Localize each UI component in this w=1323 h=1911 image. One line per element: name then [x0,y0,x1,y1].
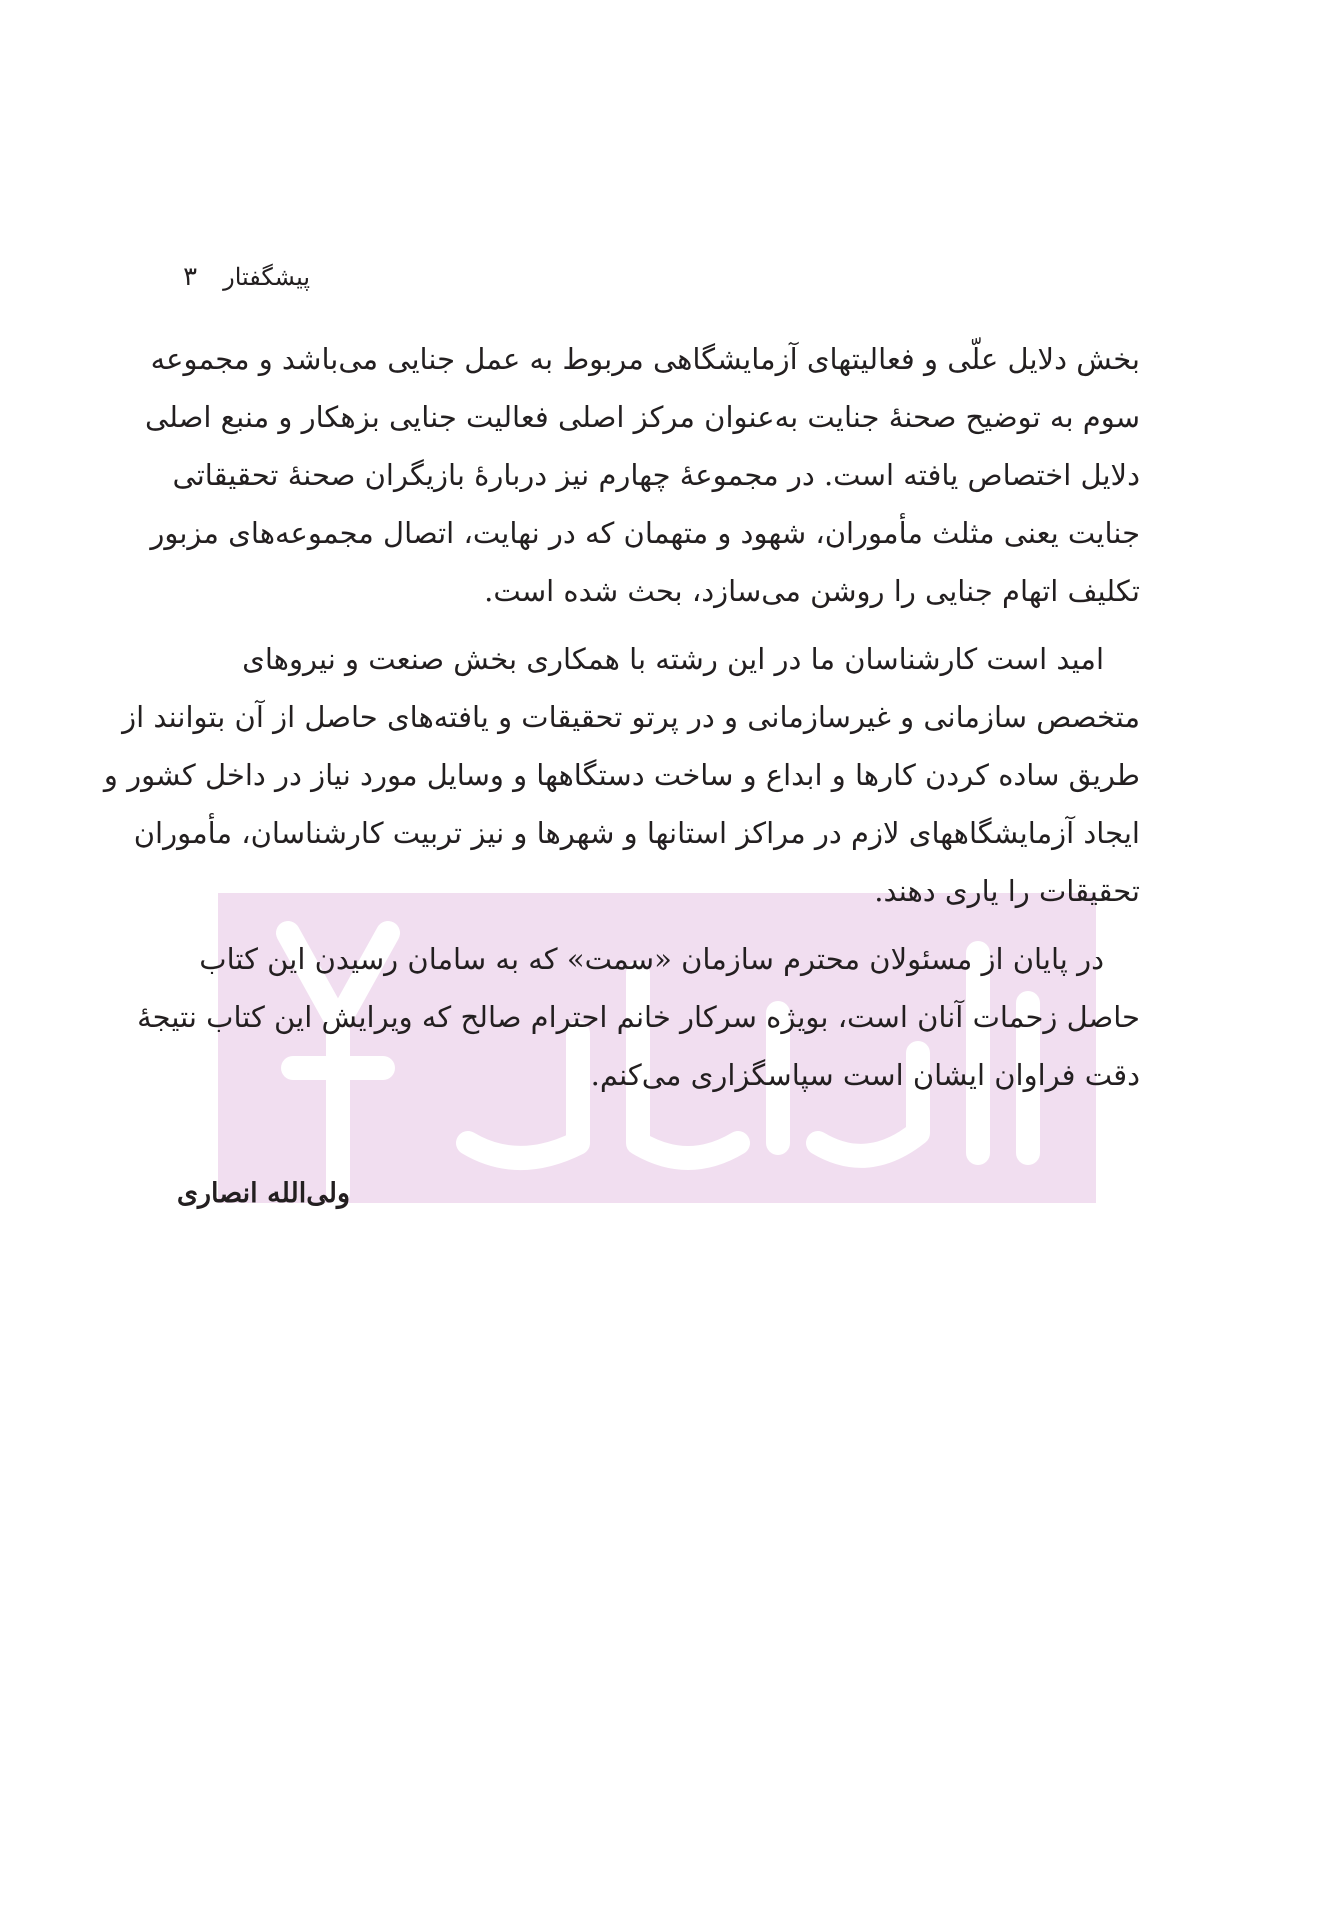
paragraph-2 [103,630,1140,920]
running-header [150,262,310,292]
text-line: ایجاد آزمایشگاههای لازم در مراکز استانها و شهرها و نیز تربیت کارشناسان، مأموران [133,816,1140,850]
text-line: در پایان از مسئولان محترم سازمان «سمت» که به سامان رسیدن این کتاب [199,942,1104,976]
text-line: دلایل اختصاص یافته است. در مجموعهٔ چهارم نیز دربارهٔ بازیگران صحنهٔ تحقیقاتی [172,458,1140,492]
text-line: سوم به توضیح صحنهٔ جنایت به‌عنوان مرکز اصلی فعالیت جنایی بزهکار و منبع اصلی [144,400,1140,434]
text-line: متخصص سازمانی و غیرسازمانی و در پرتو تحقیقات و یافته‌های حاصل از آن بتوانند از [122,700,1140,734]
page-number: ۳ [183,262,198,292]
author-signature: ولی‌الله انصاری [176,1178,350,1209]
text-line: تکلیف اتهام جنایی را روشن می‌سازد، بحث شده است. [484,574,1140,608]
paragraph-3 [137,930,1140,1104]
text-line: حاصل زحمات آنان است، بویژه سرکار خانم احترام صالح که ویرایش این کتاب نتیجهٔ [137,1000,1140,1034]
running-header-title: پیشگفتار [223,263,310,291]
text-line: تحقیقات را یاری دهند. [874,874,1140,908]
text-line: بخش دلایل علّی و فعالیتهای آزمایشگاهی مربوط به عمل جنایی می‌باشد و مجموعه [150,342,1140,376]
paragraph-1 [144,330,1140,620]
text-line: طریق ساده کردن کارها و ابداع و ساخت دستگاهها و وسایل مورد نیاز در داخل کشور و [103,758,1140,792]
body-text [103,330,1140,1104]
text-line: امید است کارشناسان ما در این رشته با همکاری بخش صنعت و نیروهای [242,642,1104,676]
text-line: جنایت یعنی مثلث مأموران، شهود و متهمان که در نهایت، اتصال مجموعه‌های مزبور [150,516,1140,550]
text-line: دقت فراوان ایشان است سپاسگزاری می‌کنم. [590,1058,1140,1092]
